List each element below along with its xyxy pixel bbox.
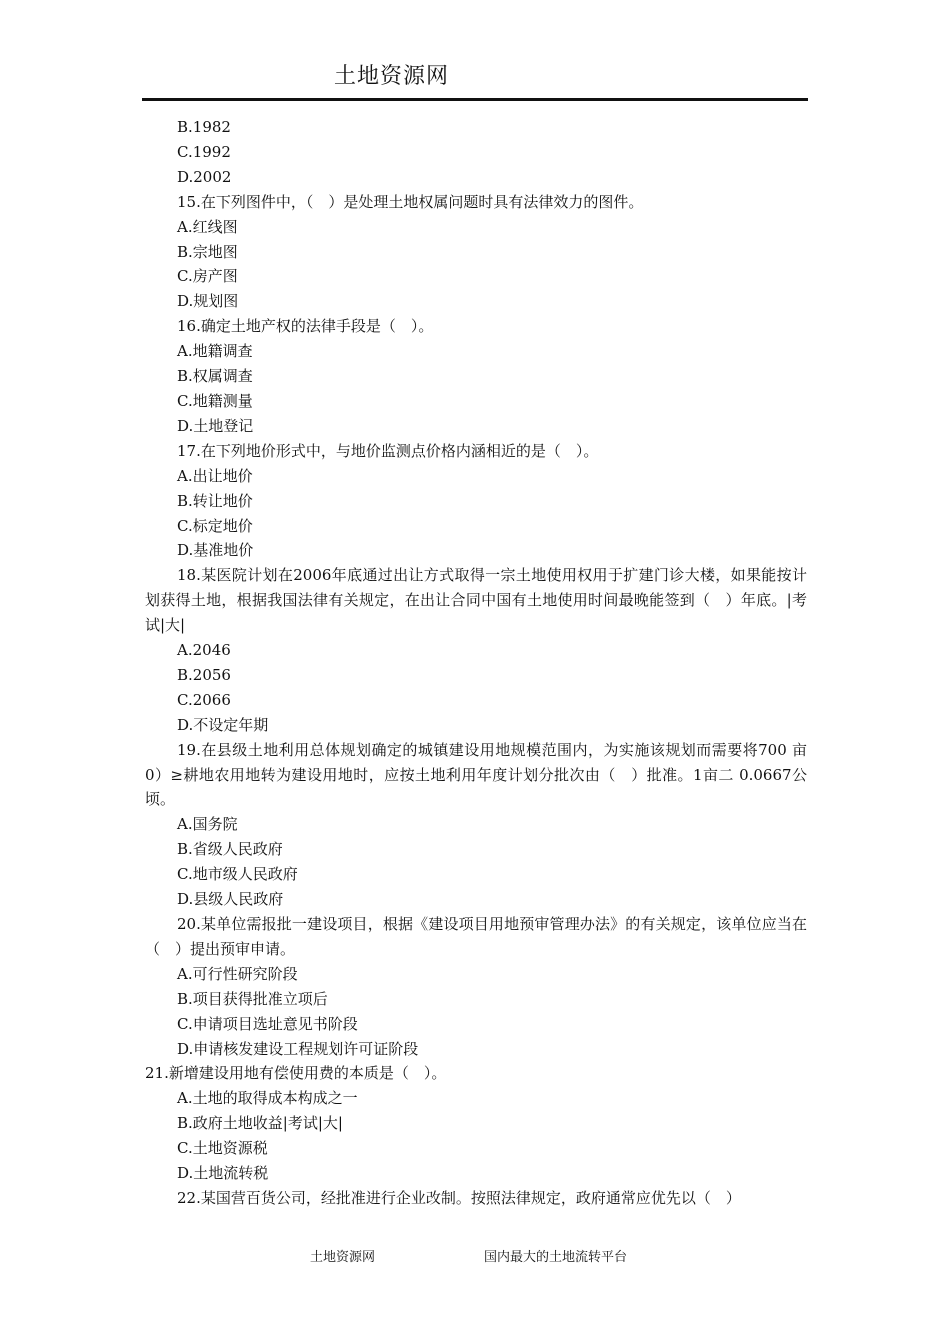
answer-option: B.2056 [177, 665, 231, 684]
document-body [145, 115, 807, 1211]
answer-option: C.房产图 [177, 267, 238, 286]
answer-option: C.1992 [177, 142, 231, 161]
answer-option: C.土地资源税 [177, 1139, 268, 1158]
footer-slogan: 国内最大的土地流转平台 [484, 1250, 628, 1265]
answer-option: A.2046 [177, 641, 231, 660]
answer-option: D.申请核发建设工程规划许可证阶段 [177, 1039, 419, 1058]
answer-option: D.不设定年期 [177, 715, 269, 734]
question-paragraph: 19.在县级土地利用总体规划确定的城镇建设用地规模范围内，为实施该规划而需要将700 亩 0）≥耕地农用地转为建设用地时，应按土地利用年度计划分批次由（ ）批准。1亩二 0.0667公顷。 [145, 740, 807, 809]
answer-option: D.2002 [177, 167, 232, 186]
question-line: 17.在下列地价形式中，与地价监测点价格内涵相近的是（ ）。 [177, 441, 599, 460]
answer-option: C.申请项目选址意见书阶段 [177, 1014, 358, 1033]
answer-option: B.政府土地收益|考试|大| [177, 1114, 343, 1133]
answer-option: A.国务院 [177, 815, 238, 834]
answer-option: C.地市级人民政府 [177, 865, 298, 884]
answer-option: D.土地流转税 [177, 1164, 269, 1183]
question-paragraph: 18.某医院计划在2006年底通过出让方式取得一宗土地使用权用于扩建门诊大楼，如果能按计划获得土地，根据我国法律有关规定，在出让合同中国有土地使用时间最晚能签到（ ）年底。|考试|大| [145, 566, 807, 635]
answer-option: B.省级人民政府 [177, 840, 283, 859]
answer-option: D.规划图 [177, 292, 239, 311]
footer-site-name: 土地资源网 [310, 1250, 376, 1265]
answer-option: B.权属调查 [177, 367, 253, 386]
answer-option: D.土地登记 [177, 416, 254, 435]
header-divider [142, 98, 808, 101]
question-line: 21.新增建设用地有偿使用费的本质是（ ）。 [145, 1064, 447, 1083]
answer-option: C.地籍测量 [177, 391, 253, 410]
answer-option: D.基准地价 [177, 541, 254, 560]
question-line: 16.确定土地产权的法律手段是（ ）。 [177, 317, 434, 336]
answer-option: B.宗地图 [177, 242, 238, 261]
answer-option: C.标定地价 [177, 516, 253, 535]
answer-option: B.转让地价 [177, 491, 253, 510]
answer-option: B.项目获得批准立项后 [177, 989, 328, 1008]
question-paragraph: 20.某单位需报批一建设项目，根据《建设项目用地预审管理办法》的有关规定，该单位应当在（ ）提出预审申请。 [145, 915, 807, 958]
answer-option: C.2066 [177, 690, 231, 709]
question-line: 22.某国营百货公司，经批准进行企业改制。按照法律规定，政府通常应优先以（ ） [177, 1188, 741, 1207]
answer-option: A.出让地价 [177, 466, 253, 485]
answer-option: D.县级人民政府 [177, 890, 284, 909]
answer-option: A.土地的取得成本构成之一 [177, 1089, 358, 1108]
answer-option: A.红线图 [177, 217, 238, 236]
answer-option: B.1982 [177, 118, 231, 136]
page-header-title: 土地资源网 [334, 64, 450, 89]
answer-option: A.可行性研究阶段 [177, 964, 298, 983]
question-line: 15.在下列图件中，（ ）是处理土地权属问题时具有法律效力的图件。 [177, 192, 644, 211]
answer-option: A.地籍调查 [177, 342, 253, 361]
